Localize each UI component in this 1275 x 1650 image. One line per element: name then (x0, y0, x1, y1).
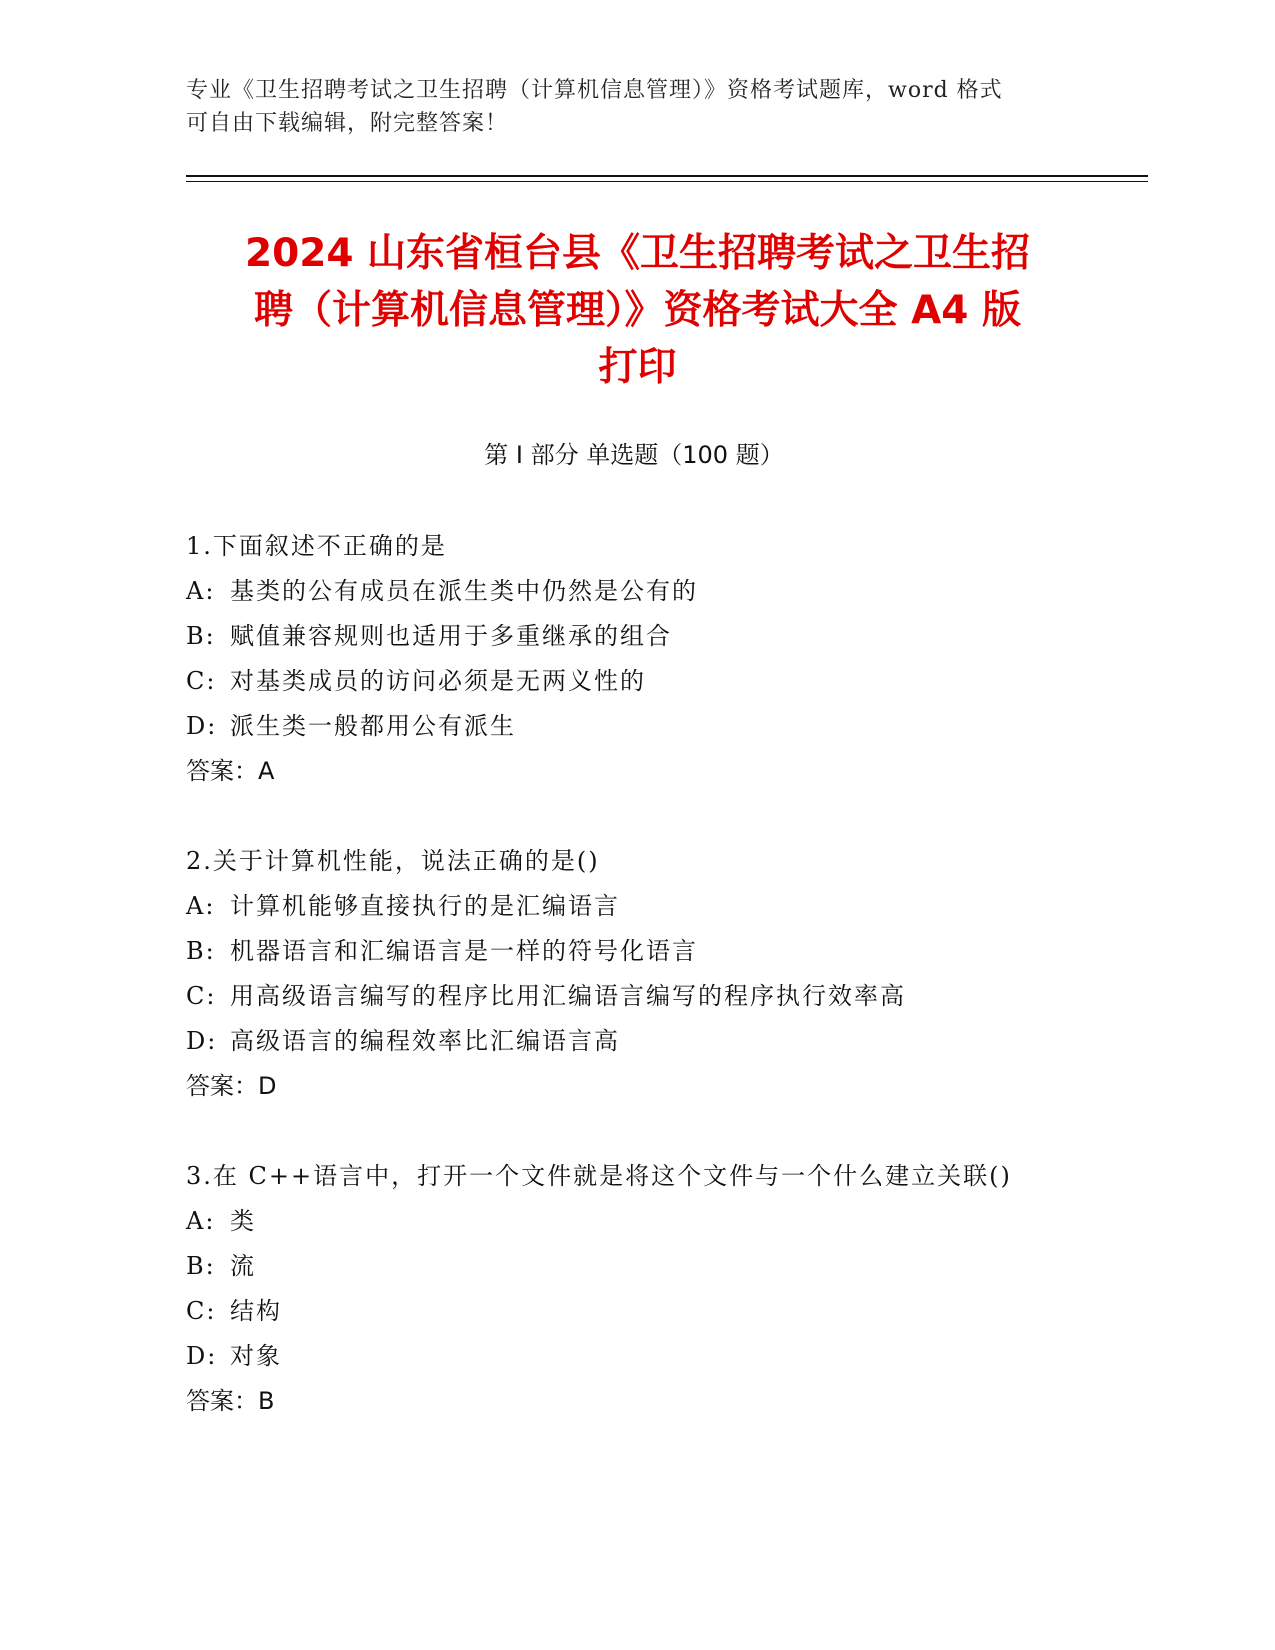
option-letter: B: (186, 1252, 216, 1280)
section-title: 第 I 部分 单选题（100 题） (484, 441, 784, 469)
option-letter: D: (186, 1342, 218, 1370)
option-c (186, 1289, 1106, 1334)
answer-line: 答案：D (186, 1072, 277, 1100)
option-b (186, 929, 1106, 974)
option-letter: D: (186, 712, 218, 740)
option-letter: A: (186, 577, 216, 605)
option-letter: C: (186, 982, 217, 1010)
question-list (186, 524, 1106, 1469)
answer-line: 答案：B (186, 1387, 275, 1415)
option-letter: D: (186, 1027, 218, 1055)
question-stem: 1.下面叙述不正确的是 (186, 532, 447, 560)
header-divider-thick (186, 175, 1148, 177)
option-text: 类 (230, 1207, 256, 1235)
question-1 (186, 524, 1106, 794)
option-letter: C: (186, 1297, 217, 1325)
document-title-line-3: 打印 (598, 345, 677, 390)
option-d (186, 1019, 1106, 1064)
document-title-line-1: 2024 山东省桓台县《卫生招聘考试之卫生招 (244, 231, 1031, 276)
option-c (186, 659, 1106, 704)
option-text: 对基类成员的访问必须是无两义性的 (230, 667, 646, 695)
option-text: 用高级语言编写的程序比用汇编语言编写的程序执行效率高 (230, 982, 906, 1010)
option-text: 基类的公有成员在派生类中仍然是公有的 (230, 577, 698, 605)
option-letter: A: (186, 1207, 216, 1235)
question-stem: 3.在 C++语言中，打开一个文件就是将这个文件与一个什么建立关联() (186, 1162, 1012, 1190)
option-c (186, 974, 1106, 1019)
option-letter: B: (186, 622, 216, 650)
header-note-line-1: 专业《卫生招聘考试之卫生招聘（计算机信息管理）》资格考试题库，word 格式 (186, 78, 1003, 103)
question-stem: 2.关于计算机性能，说法正确的是() (186, 847, 600, 875)
header-divider-thin (186, 181, 1148, 182)
option-letter: A: (186, 892, 216, 920)
answer-line: 答案：A (186, 757, 275, 785)
option-text: 对象 (230, 1342, 282, 1370)
document-title (170, 225, 1105, 396)
option-b (186, 1244, 1106, 1289)
document-title-line-2: 聘（计算机信息管理）》资格考试大全 A4 版 (254, 288, 1021, 333)
option-a (186, 569, 1106, 614)
question-2 (186, 839, 1106, 1109)
header-note (186, 74, 1086, 140)
option-b (186, 614, 1106, 659)
option-text: 派生类一般都用公有派生 (230, 712, 516, 740)
option-text: 结构 (230, 1297, 282, 1325)
option-letter: B: (186, 937, 216, 965)
option-d (186, 704, 1106, 749)
option-text: 机器语言和汇编语言是一样的符号化语言 (230, 937, 698, 965)
option-a (186, 1199, 1106, 1244)
option-letter: C: (186, 667, 217, 695)
option-text: 赋值兼容规则也适用于多重继承的组合 (230, 622, 672, 650)
option-text: 流 (230, 1252, 256, 1280)
option-text: 计算机能够直接执行的是汇编语言 (230, 892, 620, 920)
option-text: 高级语言的编程效率比汇编语言高 (230, 1027, 620, 1055)
question-3 (186, 1154, 1106, 1424)
option-a (186, 884, 1106, 929)
option-d (186, 1334, 1106, 1379)
header-note-line-2: 可自由下载编辑，附完整答案！ (186, 111, 509, 136)
